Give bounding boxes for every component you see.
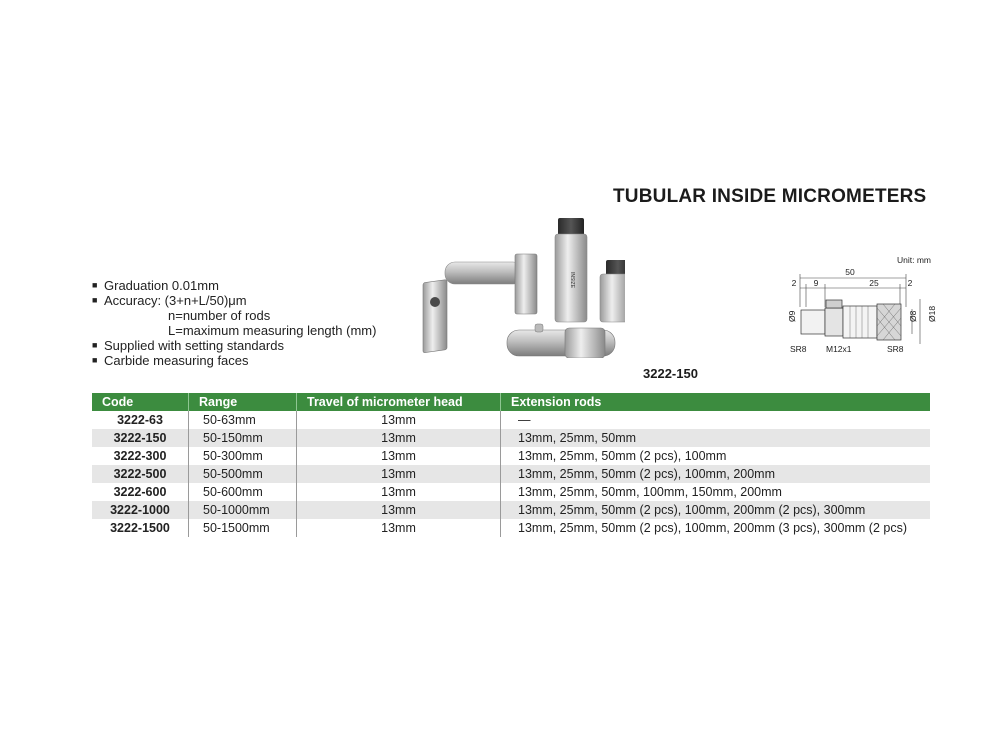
table-row	[92, 501, 930, 519]
engraving-text: INSIZE	[569, 271, 575, 289]
cell-code: 3222-63	[92, 411, 189, 429]
cell-range: 50-300mm	[189, 447, 297, 465]
cell-range: 50-500mm	[189, 465, 297, 483]
cell-extension: 13mm, 25mm, 50mm	[501, 429, 931, 447]
page-title: TUBULAR INSIDE MICROMETERS	[613, 186, 927, 207]
table-row	[92, 519, 930, 537]
cell-travel: 13mm	[297, 483, 501, 501]
cell-extension: 13mm, 25mm, 50mm (2 pcs), 100mm	[518, 449, 727, 463]
table-row	[92, 465, 930, 483]
photo-caption: 3222-150	[643, 366, 698, 381]
sr-right: SR8	[887, 344, 904, 354]
extension-rod-short	[600, 260, 625, 322]
product-photo	[415, 208, 625, 358]
micrometer-head	[507, 324, 615, 358]
table-row	[92, 411, 930, 429]
dim-9: 9	[813, 278, 819, 288]
feature-item: ■ Supplied with setting standards	[92, 338, 284, 353]
cell-range: 50-600mm	[189, 483, 297, 501]
header-travel: Travel of micrometer head	[297, 393, 501, 411]
cell-travel: 13mm	[297, 501, 501, 519]
bullet-icon: ■	[92, 295, 98, 305]
feature-item: ■ Graduation 0.01mm	[92, 278, 219, 293]
cell-range: 50-63mm	[189, 411, 297, 429]
cell-extension: 13mm, 25mm, 50mm (2 pcs), 100mm, 200mm (2 pcs), 300mm	[501, 501, 931, 519]
cell-range: 50-1500mm	[189, 519, 297, 537]
sr-left: SR8	[790, 344, 807, 354]
cell-range: 50-1000mm	[189, 501, 297, 519]
cell-extension: 13mm, 25mm, 50mm (2 pcs), 100mm, 200mm	[501, 465, 931, 483]
dia-18: Ø18	[927, 305, 937, 322]
extension-rod	[555, 218, 587, 322]
thread-label: M12x1	[826, 344, 852, 354]
cell-travel: 13mm	[297, 447, 501, 465]
feature-subitem: L=maximum measuring length (mm)	[168, 323, 377, 338]
header-code: Code	[92, 393, 189, 411]
cell-extension: —	[518, 413, 531, 427]
bullet-icon: ■	[92, 355, 98, 365]
header-range: Range	[189, 393, 297, 411]
cell-travel: 13mm	[297, 519, 501, 537]
table-row	[92, 483, 930, 501]
dim-2-right: 2	[907, 278, 913, 288]
cell-code: 3222-600	[92, 483, 189, 501]
feature-item: ■ Carbide measuring faces	[92, 353, 249, 368]
cell-code: 3222-1000	[92, 501, 189, 519]
header-extension: Extension rods	[501, 393, 931, 411]
cell-travel: 13mm	[297, 465, 501, 483]
cell-code: 3222-300	[92, 447, 189, 465]
cell-travel: 13mm	[297, 411, 501, 429]
cell-code: 3222-1500	[92, 519, 189, 537]
feature-item: ■ Accuracy: (3+n+L/50)μm	[92, 293, 247, 308]
dim-25: 25	[869, 278, 879, 288]
table-header-row	[92, 393, 930, 411]
cell-code: 3222-500	[92, 465, 189, 483]
cell-range: 50-150mm	[189, 429, 297, 447]
feature-list	[92, 278, 376, 368]
cell-code: 3222-150	[92, 429, 189, 447]
table-row	[92, 447, 930, 465]
spec-table	[92, 393, 930, 537]
bullet-icon: ■	[92, 280, 98, 290]
dia-8: Ø8	[908, 310, 918, 322]
dim-total: 50	[845, 267, 855, 277]
dia-left: Ø9	[787, 310, 797, 322]
dim-2-left: 2	[791, 278, 797, 288]
dimension-drawing	[770, 252, 940, 362]
feature-subitem: n=number of rods	[168, 308, 271, 323]
table-row	[92, 429, 930, 447]
cell-extension: 13mm, 25mm, 50mm (2 pcs), 100mm, 200mm (3 pcs), 300mm (2 pcs)	[518, 521, 907, 535]
unit-label: Unit: mm	[897, 255, 931, 265]
cell-travel: 13mm	[297, 429, 501, 447]
bullet-icon: ■	[92, 340, 98, 350]
cell-extension: 13mm, 25mm, 50mm, 100mm, 150mm, 200mm	[518, 485, 782, 499]
